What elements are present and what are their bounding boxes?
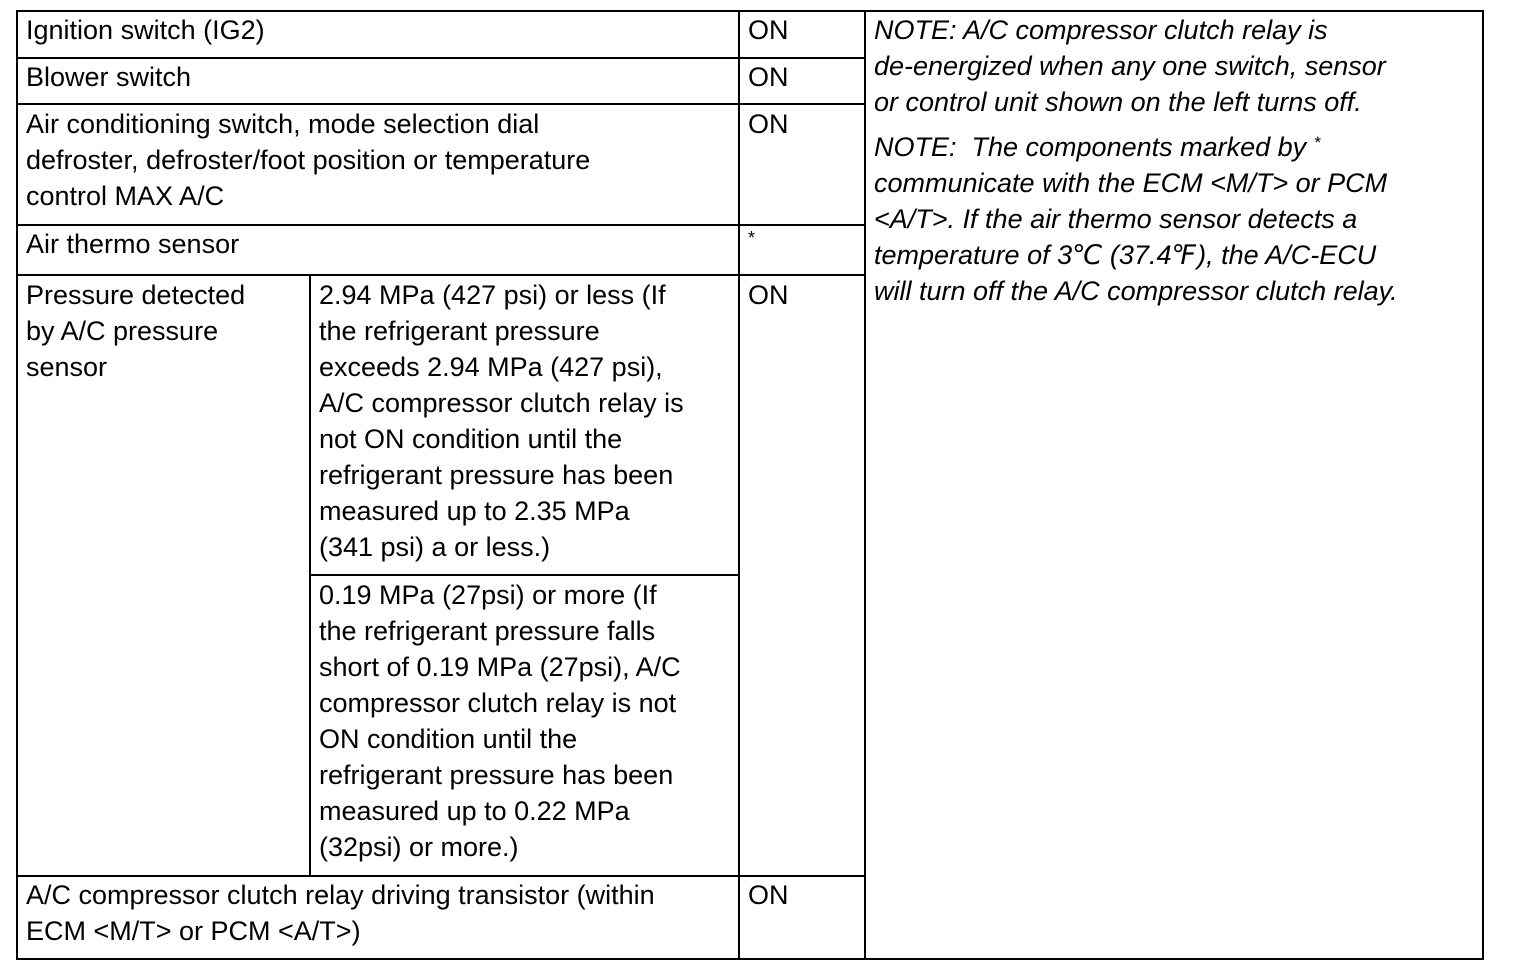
- grid-line: [16, 274, 866, 276]
- component-blower-switch: Blower switch: [26, 62, 192, 92]
- state-air-conditioning-switch: ON: [748, 109, 789, 139]
- grid-line: [864, 10, 866, 960]
- grid-line: [738, 10, 740, 960]
- state-relay-driving-transistor: ON: [748, 880, 789, 910]
- state-pressure-sensor: ON: [748, 280, 789, 310]
- state-ignition-switch: ON: [748, 15, 789, 45]
- note-marked-prefix: NOTE: The components marked by: [874, 132, 1314, 162]
- component-air-conditioning-switch: Air conditioning switch, mode selection dial defroster, defroster/foot position or temperature control MAX A/C: [26, 109, 591, 211]
- component-air-thermo-sensor: Air thermo sensor: [26, 229, 240, 259]
- asterisk-mark: *: [1313, 133, 1321, 152]
- note-relay-de-energized: NOTE: A/C compressor clutch relay is de-energized when any one switch, sensor or control unit shown on the left turns off.: [874, 15, 1386, 117]
- grid-line: [310, 574, 740, 576]
- component-pressure-sensor: Pressure detected by A/C pressure sensor: [26, 280, 246, 382]
- component-ignition-switch: Ignition switch (IG2): [26, 15, 265, 45]
- note-marked-components: [874, 129, 1478, 309]
- pressure-condition-low: 0.19 MPa (27psi) or more (If the refrigerant pressure falls short of 0.19 MPa (27psi), A/C compressor clutch relay is not ON condition until the refrigerant pressure has been measured up to 0.22 MPa (32psi) or more.): [319, 580, 681, 862]
- component-relay-driving-transistor: A/C compressor clutch relay driving transistor (within ECM <M/T> or PCM <A/T>): [26, 880, 655, 946]
- state-blower-switch: ON: [748, 62, 789, 92]
- pressure-condition-high: 2.94 MPa (427 psi) or less (If the refrigerant pressure exceeds 2.94 MPa (427 psi), A/C compressor clutch relay is not ON condition until the refrigerant pressure has been measured up to 2.35 MPa (341 psi) a or less.): [319, 280, 684, 562]
- grid-line: [16, 103, 866, 105]
- note-marked-body: communicate with the ECM <M/T> or PCM <A/T>. If the air thermo sensor detects a temperature of 3℃ (37.4℉), the A/C-ECU will turn off the A/C compressor clutch relay.: [874, 168, 1398, 306]
- notes-column: [874, 12, 1478, 309]
- state-air-thermo-sensor: *: [748, 228, 756, 248]
